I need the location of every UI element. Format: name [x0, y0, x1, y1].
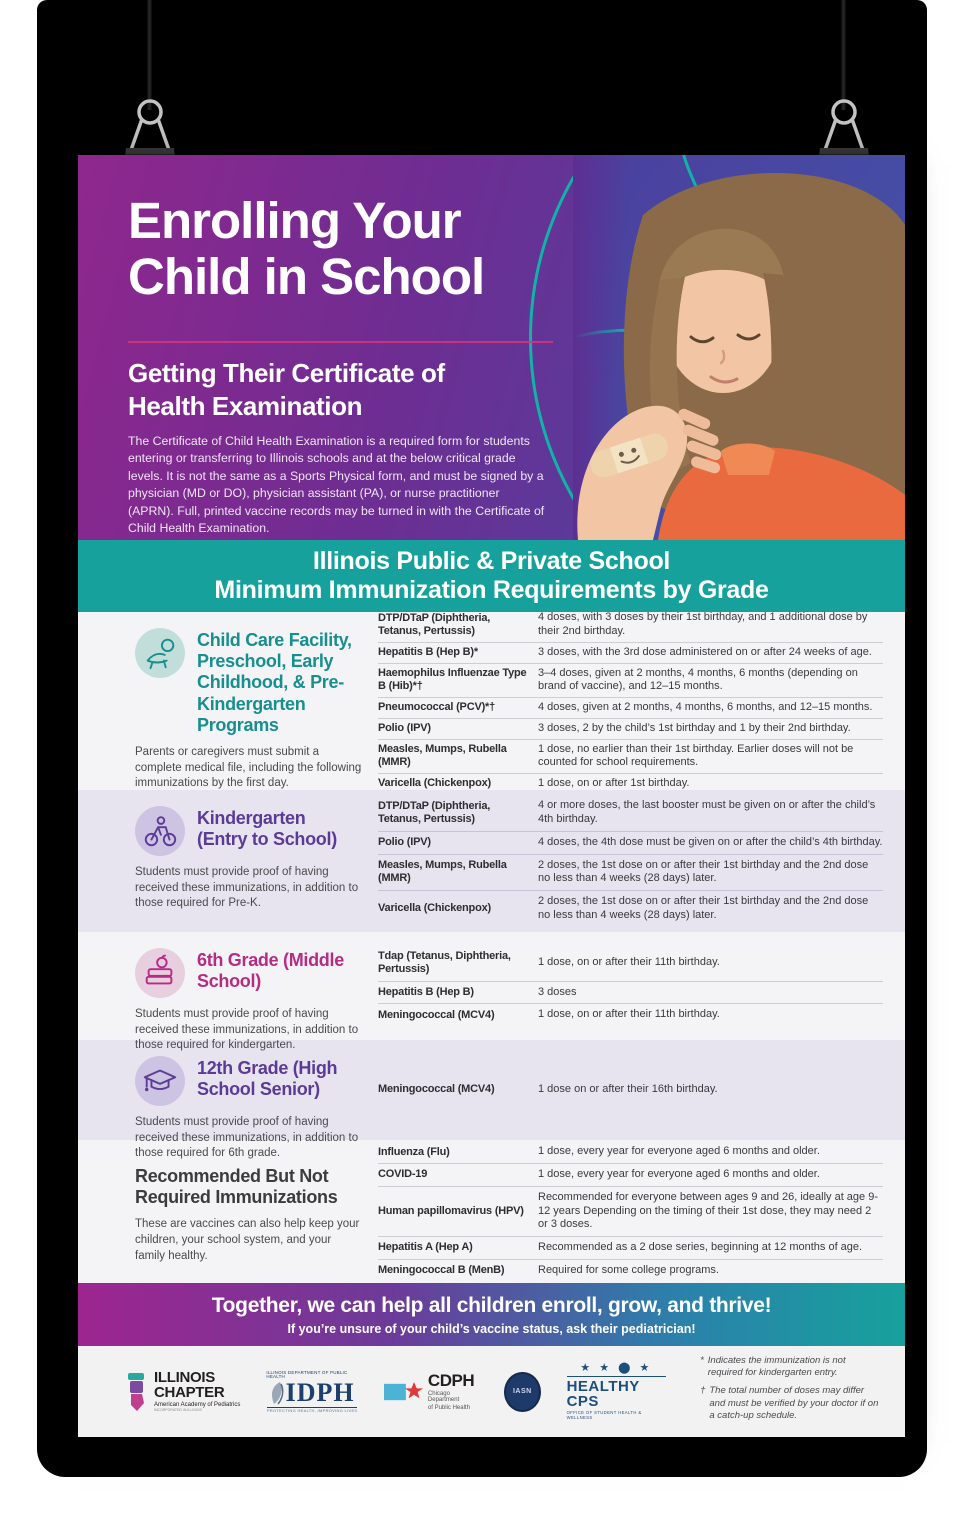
vaccine-detail: 4 or more doses, the last booster must be given on or after the child’s 4th birthday. — [538, 799, 876, 826]
section-intro — [78, 1040, 378, 1160]
vaccine-detail: 1 dose, on or after 1st birthday. — [538, 777, 690, 789]
child-with-bandage-photo — [573, 155, 905, 540]
iasn-seal — [504, 1372, 541, 1412]
cta-headline: Together, we can help all children enroll, grow, and thrive! — [211, 1293, 772, 1317]
section-title: 12th Grade (High School Senior) — [197, 1058, 338, 1100]
footnote-dagger: † The total number of doses may differ and must be verified by your doctor if on a catch-up schedule. — [700, 1385, 879, 1422]
vaccine-detail: 1 dose, on or after their 11th birthday. — [538, 956, 720, 969]
vaccine-row — [378, 718, 883, 739]
aap-name-line2: CHAPTER — [154, 1384, 225, 1402]
vaccine-name: Hepatitis B (Hep B) — [378, 985, 474, 998]
idph-bottom-caption: PROTECTING HEALTH, IMPROVING LIVES — [266, 1407, 358, 1413]
vaccine-detail: 3 doses, with the 3rd dose administered on or after 24 weeks of age. — [538, 645, 872, 658]
vaccine-row — [378, 890, 883, 927]
hero-header — [78, 155, 905, 540]
cdph-flag-icon — [384, 1381, 424, 1403]
vaccine-name: Meningococcal B (MenB) — [378, 1264, 505, 1277]
vaccine-detail: 1 dose on or after their 16th birthday. — [538, 1083, 718, 1096]
footnotes — [700, 1355, 881, 1429]
section-intro — [78, 612, 378, 790]
vaccine-row — [378, 1141, 883, 1163]
vaccine-name: Human papillomavirus (HPV) — [378, 1204, 524, 1217]
section-intro — [78, 932, 378, 1052]
vaccine-detail: 1 dose, no earlier than their 1st birthday. Earlier doses will not be counted for school requirements. — [538, 742, 854, 769]
vaccine-row — [378, 663, 883, 698]
vaccine-detail: Recommended for everyone between ages 9 and 26, ideally at age 9-12 years Depending on the timing of their 1st dose, they may need 2 or 3 doses. — [538, 1190, 878, 1231]
vaccine-name: Polio (IPV) — [378, 721, 431, 734]
vaccine-detail: Required for some college programs. — [538, 1263, 719, 1276]
vaccine-row — [378, 697, 883, 718]
vaccine-detail: 2 doses, the 1st dose on or after their 1st birthday and the 2nd dose no less than 4 weeks (28 days) later. — [538, 858, 869, 885]
vaccine-name: DTP/DTaP (Diphtheria, Tetanus, Pertussis) — [378, 799, 491, 826]
vaccine-detail: 4 doses, with 3 doses by their 1st birthday, and 1 additional dose by their 2nd birthday. — [538, 611, 868, 637]
vaccine-name: Pneumococcal (PCV)*† — [378, 701, 496, 714]
vaccine-row — [378, 1259, 883, 1282]
vaccine-row — [378, 739, 883, 774]
books-apple-icon — [135, 948, 185, 998]
idph-logo — [266, 1371, 357, 1413]
healthy-cps-caption: OFFICE OF STUDENT HEALTH & WELLNESS — [566, 1410, 642, 1420]
aap-caption: American Academy of Pediatrics — [154, 1402, 241, 1409]
vaccine-table-kindergarten — [378, 790, 905, 932]
footnote-asterisk: * Indicates the immunization is not required for kindergarten entry. — [700, 1354, 846, 1378]
aap-illinois-chapter-logo — [126, 1370, 240, 1413]
healthy-cps-name: HEALTHY CPS — [567, 1376, 666, 1409]
iasn-label: IASN — [512, 1388, 532, 1395]
cdph-logo — [384, 1372, 478, 1411]
section-pre-k — [78, 612, 905, 790]
section-title: Child Care Facility, Preschool, Early Childhood, & Pre-Kindergarten Programs — [197, 630, 352, 735]
vaccine-name: Polio (IPV) — [378, 836, 431, 849]
vaccine-name: DTP/DTaP (Diphtheria, Tetanus, Pertussis) — [378, 611, 491, 637]
vaccine-detail: 4 doses, given at 2 months, 4 months, 6 months, and 12–15 months. — [538, 701, 873, 713]
vaccine-name: Measles, Mumps, Rubella (MMR) — [378, 858, 507, 885]
poster-subtitle: Getting Their Certificate of Health Examination — [128, 358, 445, 421]
idph-leaf-icon — [270, 1380, 286, 1406]
vaccine-name: Hepatitis B (Hep B)* — [378, 645, 478, 658]
vaccine-name: Varicella (Chickenpox) — [378, 902, 491, 915]
vaccine-table-6th-grade — [378, 932, 905, 1040]
vaccine-row — [378, 1163, 883, 1186]
section-intro — [78, 1140, 378, 1283]
logo-footer — [78, 1346, 905, 1437]
healthy-cps-logo — [567, 1363, 666, 1419]
vaccine-detail: 2 doses, the 1st dose on or after their 1st birthday and the 2nd dose no less than 4 weeks (28 days) later. — [538, 895, 869, 921]
vaccine-name: Tdap (Tetanus, Diphtheria, Pertussis) — [378, 949, 511, 976]
idph-acronym: IDPH — [285, 1377, 355, 1407]
vaccine-name: Hepatitis A (Hep A) — [378, 1241, 473, 1254]
vaccine-row — [378, 854, 883, 891]
requirements-band — [78, 540, 905, 612]
section-description: Students must provide proof of having received these immunizations, in addition to those required for kindergarten. — [135, 1008, 359, 1052]
immunization-poster — [78, 155, 905, 1437]
child-on-bicycle-icon — [135, 806, 185, 856]
section-description: Students must provide proof of having received these immunizations, in addition to those required for Pre-K. — [135, 866, 359, 910]
intro-paragraph: The Certificate of Child Health Examination is a required form for students entering or transferring to Illinois schools and at the below critical grade levels. It is not the same as a Sports Physical form, and must be signed by a physician (MD or DO), physician assistant (PA), or nurse practitioner (APRN). Full, printed vaccine records may be turned in with the Certificate of Child Health Examination. — [128, 434, 545, 536]
vaccine-name: Measles, Mumps, Rubella (MMR) — [378, 742, 507, 769]
vaccine-row — [378, 831, 883, 854]
section-kindergarten — [78, 790, 905, 932]
vaccine-table-recommended — [378, 1140, 905, 1283]
vaccine-name: Haemophilus Influenzae Type B (Hib)*† — [378, 666, 527, 693]
vaccine-row — [378, 1186, 883, 1236]
hanging-string-left — [147, 0, 152, 110]
illinois-state-icon — [126, 1373, 148, 1411]
vaccine-row — [378, 1079, 883, 1101]
vaccine-detail: Recommended as a 2 dose series, beginning at 12 months of age. — [538, 1241, 863, 1254]
band-line1: Illinois Public & Private School — [312, 546, 671, 575]
vaccine-detail: 3 doses — [538, 985, 577, 998]
section-intro — [78, 790, 378, 932]
section-recommended — [78, 1140, 905, 1283]
healthy-cps-stars-icon: ★ ★ ⬤ ★ — [580, 1362, 653, 1375]
cdph-caption-line1: Chicago Department — [427, 1391, 460, 1403]
vaccine-table-12th-grade — [378, 1040, 905, 1140]
vaccine-name: Meningococcal (MCV4) — [378, 1008, 495, 1021]
vaccine-row — [378, 1236, 883, 1259]
section-title: Recommended But Not Required Immunizations — [135, 1166, 338, 1208]
vaccine-detail: 3 doses, 2 by the child’s 1st birthday and 1 by their 2nd birthday. — [538, 721, 851, 734]
vaccine-detail: 1 dose, every year for everyone aged 6 months and older. — [538, 1145, 820, 1158]
vaccine-name: COVID-19 — [378, 1168, 428, 1181]
idph-top-caption: ILLINOIS DEPARTMENT OF PUBLIC HEALTH — [266, 1369, 348, 1379]
vaccine-detail: 1 dose, every year for everyone aged 6 months and older. — [538, 1168, 820, 1181]
section-title: 6th Grade (Middle School) — [197, 950, 344, 992]
section-6th-grade — [78, 932, 905, 1052]
section-description: Parents or caregivers must submit a complete medical file, including the following immunizations by the first day. — [135, 746, 362, 790]
vaccine-name: Varicella (Chickenpox) — [378, 777, 491, 790]
vaccine-row — [378, 642, 883, 663]
title-divider — [128, 341, 553, 343]
vaccine-name: Influenza (Flu) — [378, 1145, 450, 1158]
section-description: These are vaccines can also help keep your children, your school system, and your family healthy. — [135, 1218, 360, 1262]
vaccine-row — [378, 608, 883, 642]
aap-caption2: INCORPORATED IN ILLINOIS — [154, 1408, 202, 1413]
cta-band — [78, 1283, 905, 1346]
cta-subline: If you’re unsure of your child’s vaccine status, ask their pediatrician! — [287, 1321, 696, 1336]
crawling-baby-icon — [135, 628, 185, 678]
band-line2: Minimum Immunization Requirements by Grade — [214, 576, 769, 604]
section-description: Students must provide proof of having received these immunizations, in addition to those required for 6th grade. — [135, 1116, 359, 1160]
vaccine-row — [378, 795, 883, 831]
aap-name-line1: ILLINOIS — [154, 1369, 215, 1387]
vaccine-detail: 4 doses, the 4th dose must be given on or after the child’s 4th birthday. — [538, 835, 883, 848]
section-title: Kindergarten (Entry to School) — [197, 808, 337, 850]
vaccine-row — [378, 946, 883, 981]
vaccine-table-pre-k — [378, 612, 905, 790]
cdph-caption-line2: of Public Health — [427, 1405, 470, 1411]
graduation-cap-icon — [135, 1056, 185, 1106]
vaccine-name: Meningococcal (MCV4) — [378, 1083, 495, 1096]
vaccine-row — [378, 1003, 883, 1026]
poster-title: Enrolling Your Child in School — [128, 192, 485, 306]
vaccine-detail: 1 dose, on or after their 11th birthday. — [538, 1008, 720, 1021]
vaccine-row — [378, 981, 883, 1004]
hanging-string-right — [841, 0, 846, 110]
cdph-acronym: CDPH — [427, 1371, 475, 1390]
vaccine-detail: 3–4 doses, given at 2 months, 4 months, 6 months (depending on brand of vaccine), and 12–15 months. — [538, 666, 858, 693]
